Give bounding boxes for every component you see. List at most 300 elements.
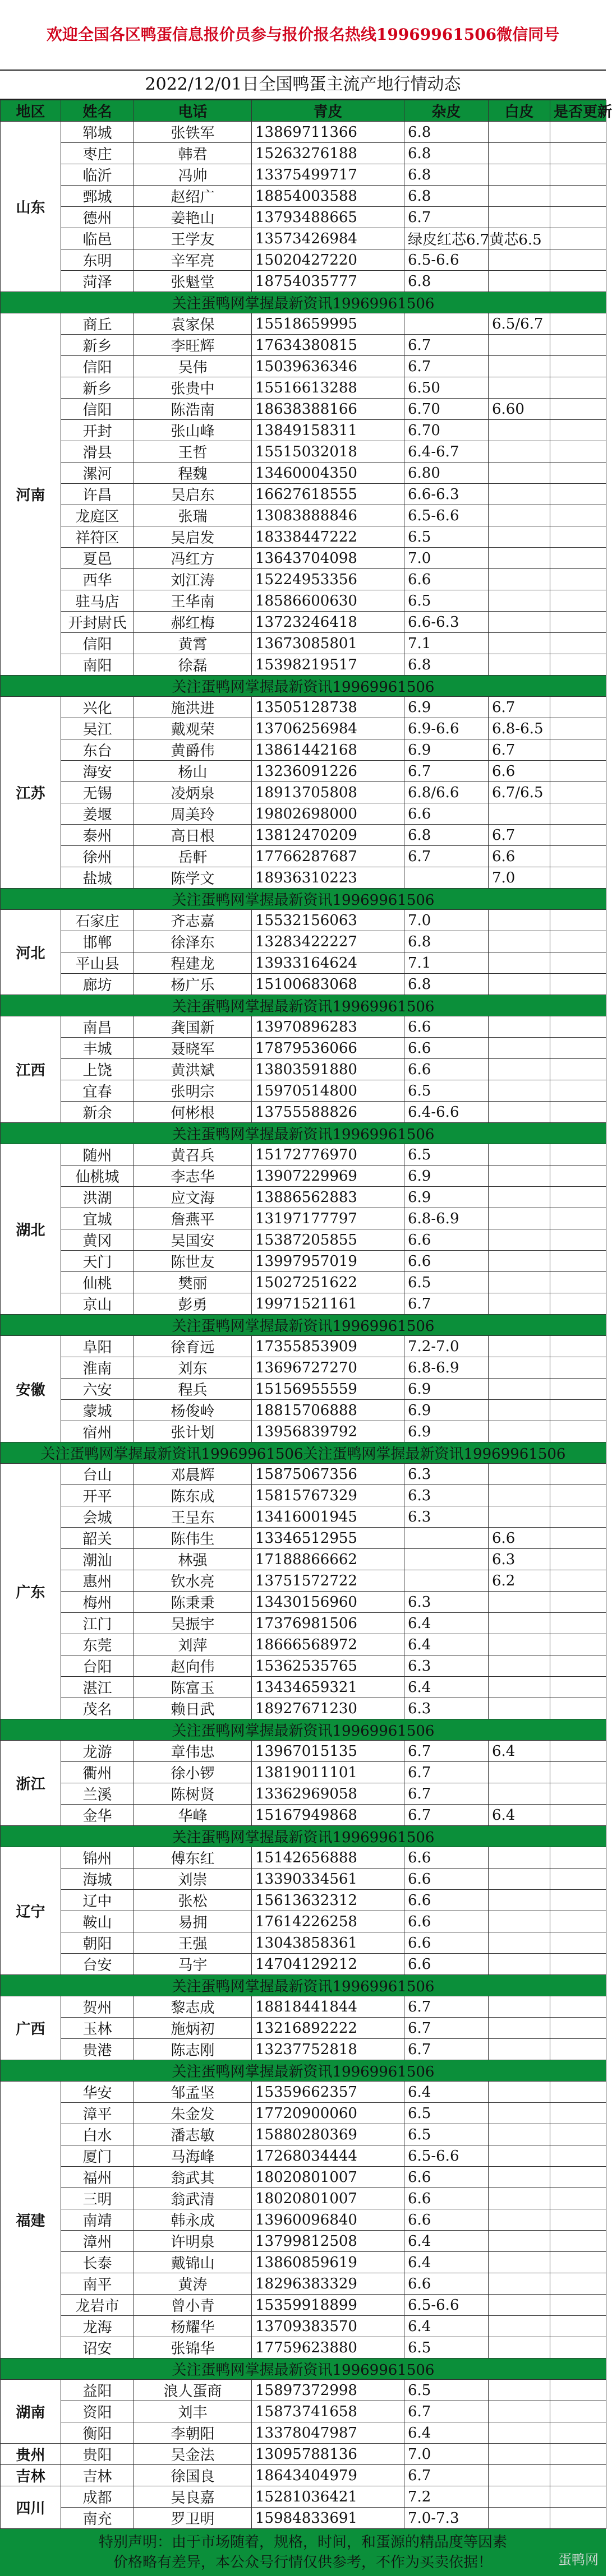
qingpi-cell: 6.8-6.9 <box>404 1357 489 1379</box>
table-row <box>1 1911 606 1932</box>
phone-cell: 13933164624 <box>252 952 404 974</box>
region-cell: 河北 <box>1 910 61 995</box>
baipi-cell <box>550 1528 606 1549</box>
zapi-cell <box>489 356 550 377</box>
baipi-cell <box>550 1293 606 1315</box>
qingpi-cell: 6.6 <box>404 1038 489 1059</box>
qingpi-cell: 6.9 <box>404 739 489 761</box>
city-cell: 信阳 <box>61 633 134 654</box>
baipi-cell <box>550 228 606 249</box>
city-cell: 新余 <box>61 1102 134 1123</box>
baipi-cell <box>550 122 606 143</box>
name-cell: 罗卫明 <box>134 2508 252 2529</box>
phone-cell: 14704129212 <box>252 1954 404 1975</box>
baipi-cell <box>550 548 606 569</box>
notice-row <box>1 292 606 313</box>
table-row <box>1 1464 606 1485</box>
city-cell: 石家庄 <box>61 910 134 931</box>
qingpi-cell: 6.4 <box>404 1634 489 1655</box>
zapi-cell: 6.8-6.5 <box>489 718 550 739</box>
qingpi-cell: 6.6 <box>404 1016 489 1038</box>
name-cell: 黄霄 <box>134 633 252 654</box>
zapi-cell: 7.0 <box>489 867 550 889</box>
phone-cell: 13755588826 <box>252 1102 404 1123</box>
table-row <box>1 1762 606 1783</box>
name-cell: 浪人蛋商 <box>134 2380 252 2401</box>
city-cell: 徐州 <box>61 846 134 867</box>
baipi-cell <box>550 846 606 867</box>
city-cell: 商丘 <box>61 313 134 335</box>
zapi-cell <box>489 1506 550 1528</box>
name-cell: 张锦华 <box>134 2337 252 2358</box>
name-cell: 黄召兵 <box>134 1144 252 1166</box>
city-cell: 成都 <box>61 2486 134 2508</box>
table-row <box>1 2018 606 2039</box>
name-cell: 黄涛 <box>134 2273 252 2295</box>
phone-cell: 15224953356 <box>252 569 404 590</box>
zapi-cell <box>489 122 550 143</box>
qingpi-cell: 6.6 <box>404 2209 489 2231</box>
zapi-cell <box>489 1932 550 1954</box>
city-cell: 京山 <box>61 1293 134 1315</box>
city-cell: 厦门 <box>61 2145 134 2167</box>
qingpi-cell: 绿皮红芯6.7黄芯6.5 <box>404 228 489 249</box>
city-cell: 信阳 <box>61 356 134 377</box>
zapi-cell <box>489 1464 550 1485</box>
zapi-cell <box>489 463 550 484</box>
qingpi-cell: 6.8 <box>404 931 489 952</box>
table-row <box>1 1293 606 1315</box>
city-cell: 六安 <box>61 1379 134 1400</box>
baipi-cell <box>550 505 606 526</box>
notice-row <box>1 1315 606 1336</box>
disclaimer-footer <box>0 2529 606 2576</box>
city-cell: 开封 <box>61 420 134 441</box>
name-cell: 李旺辉 <box>134 335 252 356</box>
name-cell: 陈伟生 <box>134 1528 252 1549</box>
qingpi-cell: 6.80 <box>404 463 489 484</box>
name-cell: 赵向伟 <box>134 1655 252 1677</box>
baipi-cell <box>550 1336 606 1357</box>
name-cell: 王哲 <box>134 441 252 463</box>
city-cell: 新乡 <box>61 377 134 399</box>
table-row <box>1 122 606 143</box>
header-updated: 是否更新 <box>550 100 606 122</box>
phone-cell: 15875067356 <box>252 1464 404 1485</box>
baipi-cell <box>550 2188 606 2209</box>
name-cell: 王呈东 <box>134 1506 252 1528</box>
name-cell: 黄爵伟 <box>134 739 252 761</box>
city-cell: 长泰 <box>61 2252 134 2273</box>
phone-cell: 13390334561 <box>252 1869 404 1890</box>
baipi-cell <box>550 2209 606 2231</box>
baipi-cell <box>550 697 606 718</box>
qingpi-cell: 6.9-6.6 <box>404 718 489 739</box>
name-cell: 樊丽 <box>134 1272 252 1293</box>
phone-cell: 13849158311 <box>252 420 404 441</box>
region-cell: 湖北 <box>1 1144 61 1315</box>
table-row <box>1 739 606 761</box>
table-row <box>1 356 606 377</box>
zapi-cell <box>489 1272 550 1293</box>
zapi-cell: 6.4 <box>489 1805 550 1826</box>
table-row <box>1 910 606 931</box>
phone-cell: 15970514800 <box>252 1080 404 1102</box>
baipi-cell <box>550 739 606 761</box>
table-row <box>1 2422 606 2444</box>
notice-text: 关注蛋鸭网掌握最新资讯19969961506 <box>1 889 606 910</box>
baipi-cell <box>550 2018 606 2039</box>
phone-cell: 17355853909 <box>252 1336 404 1357</box>
page-title: 2022/12/01日全国鸭蛋主流产地行情动态 <box>0 71 606 100</box>
qingpi-cell: 6.4 <box>404 2231 489 2252</box>
notice-row <box>1 1719 606 1741</box>
qingpi-cell: 6.9 <box>404 1187 489 1208</box>
zapi-cell: 6.7 <box>489 697 550 718</box>
zapi-cell <box>489 1016 550 1038</box>
baipi-cell <box>550 463 606 484</box>
city-cell: 平山县 <box>61 952 134 974</box>
qingpi-cell: 6.3 <box>404 1592 489 1613</box>
qingpi-cell: 6.5-6.6 <box>404 249 489 271</box>
name-cell: 张松 <box>134 1890 252 1911</box>
qingpi-cell: 6.3 <box>404 1655 489 1677</box>
name-cell: 戴观荣 <box>134 718 252 739</box>
baipi-cell <box>550 2422 606 2444</box>
table-row <box>1 633 606 654</box>
region-cell: 广西 <box>1 1996 61 2060</box>
phone-cell: 15362535765 <box>252 1655 404 1677</box>
table-row <box>1 2145 606 2167</box>
city-cell: 黄冈 <box>61 1229 134 1251</box>
phone-cell: 15518659995 <box>252 313 404 335</box>
table-row <box>1 846 606 867</box>
name-cell: 施炳初 <box>134 2018 252 2039</box>
phone-cell: 17879536066 <box>252 1038 404 1059</box>
qingpi-cell: 7.1 <box>404 633 489 654</box>
phone-cell: 13434659321 <box>252 1677 404 1698</box>
phone-cell: 13043858361 <box>252 1932 404 1954</box>
city-cell: 益阳 <box>61 2380 134 2401</box>
zapi-cell <box>489 2124 550 2145</box>
header-baipi: 白皮 <box>489 100 550 122</box>
phone-cell: 13237752818 <box>252 2039 404 2060</box>
qingpi-cell: 6.5 <box>404 2337 489 2358</box>
qingpi-cell: 6.7 <box>404 2039 489 2060</box>
phone-cell: 13283422227 <box>252 931 404 952</box>
phone-cell: 13886562883 <box>252 1187 404 1208</box>
zapi-cell <box>489 2401 550 2422</box>
city-cell: 淮南 <box>61 1357 134 1379</box>
baipi-cell <box>550 484 606 505</box>
table-row <box>1 867 606 889</box>
zapi-cell <box>489 1187 550 1208</box>
qingpi-cell: 6.8/6.6 <box>404 782 489 803</box>
baipi-cell <box>550 2380 606 2401</box>
zapi-cell <box>489 2486 550 2508</box>
qingpi-cell: 6.8-6.9 <box>404 1208 489 1229</box>
table-row <box>1 2486 606 2508</box>
table-row <box>1 1421 606 1442</box>
baipi-cell <box>550 1996 606 2018</box>
city-cell: 金华 <box>61 1805 134 1826</box>
zapi-cell <box>489 420 550 441</box>
qingpi-cell: 7.0-7.3 <box>404 2508 489 2529</box>
phone-cell: 18754035777 <box>252 271 404 292</box>
table-row <box>1 1166 606 1187</box>
name-cell: 程建龙 <box>134 952 252 974</box>
city-cell: 会城 <box>61 1506 134 1528</box>
baipi-cell <box>550 1847 606 1869</box>
qingpi-cell: 6.4 <box>404 1613 489 1634</box>
name-cell: 李朝阳 <box>134 2422 252 2444</box>
baipi-cell <box>550 803 606 825</box>
phone-cell: 13197177797 <box>252 1208 404 1229</box>
phone-cell: 13960096840 <box>252 2209 404 2231</box>
name-cell: 詹燕平 <box>134 1208 252 1229</box>
disclaimer-line-2: 价格略有差异，本公众号行情仅供参考，不作为买卖依据！ <box>113 2554 493 2571</box>
qingpi-cell: 6.70 <box>404 399 489 420</box>
phone-cell: 18818441844 <box>252 1996 404 2018</box>
baipi-cell <box>550 1080 606 1102</box>
notice-text: 关注蛋鸭网掌握最新资讯19969961506 <box>1 676 606 697</box>
table-row <box>1 2188 606 2209</box>
city-cell: 泰州 <box>61 825 134 846</box>
phone-cell: 13673085801 <box>252 633 404 654</box>
qingpi-cell <box>404 313 489 335</box>
table-row <box>1 1016 606 1038</box>
phone-cell: 15984833691 <box>252 2508 404 2529</box>
baipi-cell <box>550 1059 606 1080</box>
table-row <box>1 1570 606 1592</box>
zapi-cell: 6.60 <box>489 399 550 420</box>
city-cell: 贵阳 <box>61 2444 134 2465</box>
city-cell: 阜阳 <box>61 1336 134 1357</box>
baipi-cell <box>550 1911 606 1932</box>
phone-cell: 15039636346 <box>252 356 404 377</box>
notice-text: 关注蛋鸭网掌握最新资讯19969961506 <box>1 1975 606 1996</box>
phone-cell: 18020801007 <box>252 2167 404 2188</box>
city-cell: 龙岩市 <box>61 2295 134 2316</box>
baipi-cell <box>550 441 606 463</box>
qingpi-cell: 6.6 <box>404 1954 489 1975</box>
baipi-cell <box>550 590 606 612</box>
city-cell: 南平 <box>61 2273 134 2295</box>
baipi-cell <box>550 2316 606 2337</box>
name-cell: 吴良嘉 <box>134 2486 252 2508</box>
zapi-cell <box>489 1996 550 2018</box>
qingpi-cell: 6.3 <box>404 1485 489 1506</box>
table-row <box>1 2316 606 2337</box>
header-zapi: 杂皮 <box>404 100 489 122</box>
name-cell: 韩君 <box>134 143 252 164</box>
region-cell: 安徽 <box>1 1336 61 1442</box>
phone-cell: 17759623880 <box>252 2337 404 2358</box>
notice-text: 关注蛋鸭网掌握最新资讯19969961506 <box>1 1719 606 1741</box>
baipi-cell <box>550 2103 606 2124</box>
zapi-cell: 6.7 <box>489 825 550 846</box>
table-row <box>1 1996 606 2018</box>
name-cell: 戴锦山 <box>134 2252 252 2273</box>
name-cell: 刘丰 <box>134 2401 252 2422</box>
city-cell: 南充 <box>61 2508 134 2529</box>
city-cell: 漯河 <box>61 463 134 484</box>
qingpi-cell: 7.0 <box>404 910 489 931</box>
city-cell: 资阳 <box>61 2401 134 2422</box>
region-cell: 贵州 <box>1 2444 61 2465</box>
name-cell: 韩永成 <box>134 2209 252 2231</box>
city-cell: 韶关 <box>61 1528 134 1549</box>
zapi-cell <box>489 271 550 292</box>
baipi-cell <box>550 1229 606 1251</box>
zapi-cell <box>489 1655 550 1677</box>
phone-cell: 15516613288 <box>252 377 404 399</box>
name-cell: 陈富玉 <box>134 1677 252 1698</box>
name-cell: 吴启东 <box>134 484 252 505</box>
qingpi-cell: 6.6-6.3 <box>404 612 489 633</box>
baipi-cell <box>550 2231 606 2252</box>
baipi-cell <box>550 1208 606 1229</box>
phone-cell: 15359918899 <box>252 2295 404 2316</box>
table-row <box>1 335 606 356</box>
city-cell: 菏泽 <box>61 271 134 292</box>
name-cell: 郝红梅 <box>134 612 252 633</box>
zapi-cell <box>489 2039 550 2060</box>
table-row <box>1 1229 606 1251</box>
qingpi-cell: 6.8 <box>404 186 489 207</box>
table-row <box>1 1038 606 1059</box>
city-cell: 鄄城 <box>61 186 134 207</box>
city-cell: 漳平 <box>61 2103 134 2124</box>
phone-cell: 13216892222 <box>252 2018 404 2039</box>
qingpi-cell: 6.5 <box>404 590 489 612</box>
table-row <box>1 1528 606 1549</box>
notice-text: 关注蛋鸭网掌握最新资讯19969961506 <box>1 2060 606 2082</box>
name-cell: 吴伟 <box>134 356 252 377</box>
zapi-cell: 6.2 <box>489 1570 550 1592</box>
city-cell: 许昌 <box>61 484 134 505</box>
qingpi-cell: 6.7 <box>404 846 489 867</box>
table-row <box>1 2209 606 2231</box>
qingpi-cell: 6.5 <box>404 1272 489 1293</box>
notice-row <box>1 889 606 910</box>
name-cell: 杨山 <box>134 761 252 782</box>
city-cell: 丰城 <box>61 1038 134 1059</box>
city-cell: 海城 <box>61 1869 134 1890</box>
name-cell: 杨俊岭 <box>134 1400 252 1421</box>
phone-cell: 13956839792 <box>252 1421 404 1442</box>
baipi-cell <box>550 271 606 292</box>
baipi-cell <box>550 2295 606 2316</box>
zapi-cell: 6.6 <box>489 846 550 867</box>
baipi-cell <box>550 186 606 207</box>
name-cell: 翁武其 <box>134 2167 252 2188</box>
zapi-cell <box>489 1698 550 1719</box>
name-cell: 华峰 <box>134 1805 252 1826</box>
zapi-cell <box>489 377 550 399</box>
baipi-cell <box>550 2508 606 2529</box>
baipi-cell <box>550 377 606 399</box>
phone-cell: 13793488665 <box>252 207 404 228</box>
phone-cell: 13346512955 <box>252 1528 404 1549</box>
table-row <box>1 931 606 952</box>
phone-cell: 19971521161 <box>252 1293 404 1315</box>
phone-cell: 15532156063 <box>252 910 404 931</box>
qingpi-cell: 6.5 <box>404 2380 489 2401</box>
zapi-cell <box>489 2444 550 2465</box>
price-table <box>0 100 612 2529</box>
table-row <box>1 1869 606 1890</box>
name-cell: 岳軒 <box>134 846 252 867</box>
city-cell: 仙桃城 <box>61 1166 134 1187</box>
table-row <box>1 1655 606 1677</box>
city-cell: 贵港 <box>61 2039 134 2060</box>
zapi-cell <box>489 2082 550 2103</box>
table-row <box>1 249 606 271</box>
name-cell: 程兵 <box>134 1379 252 1400</box>
city-cell: 廊坊 <box>61 974 134 995</box>
name-cell: 张山峰 <box>134 420 252 441</box>
baipi-cell <box>550 931 606 952</box>
phone-cell: 13869711366 <box>252 122 404 143</box>
name-cell: 杨广乐 <box>134 974 252 995</box>
table-row <box>1 1932 606 1954</box>
baipi-cell <box>550 335 606 356</box>
qingpi-cell: 6.7 <box>404 207 489 228</box>
city-cell: 宜城 <box>61 1208 134 1229</box>
name-cell: 聂晓军 <box>134 1038 252 1059</box>
phone-cell: 13375499717 <box>252 164 404 186</box>
name-cell: 王强 <box>134 1932 252 1954</box>
region-cell: 河南 <box>1 313 61 676</box>
qingpi-cell: 6.7 <box>404 1741 489 1762</box>
qingpi-cell: 6.6 <box>404 1890 489 1911</box>
phone-cell: 19802698000 <box>252 803 404 825</box>
name-cell: 翁武清 <box>134 2188 252 2209</box>
name-cell: 彭勇 <box>134 1293 252 1315</box>
baipi-cell <box>550 526 606 548</box>
table-row <box>1 420 606 441</box>
qingpi-cell: 7.2 <box>404 2486 489 2508</box>
table-row <box>1 1208 606 1229</box>
zapi-cell <box>489 654 550 676</box>
table-row <box>1 1400 606 1421</box>
phone-cell: 16627618555 <box>252 484 404 505</box>
baipi-cell <box>550 1485 606 1506</box>
baipi-cell <box>550 1187 606 1208</box>
zapi-cell: 6.4 <box>489 1741 550 1762</box>
zapi-cell <box>489 164 550 186</box>
name-cell: 张贵中 <box>134 377 252 399</box>
table-row <box>1 1102 606 1123</box>
city-cell: 滑县 <box>61 441 134 463</box>
zapi-cell <box>489 1229 550 1251</box>
table-row <box>1 1783 606 1805</box>
qingpi-cell <box>404 867 489 889</box>
region-cell: 四川 <box>1 2486 61 2529</box>
table-row <box>1 2167 606 2188</box>
phone-cell: 13696727270 <box>252 1357 404 1379</box>
qingpi-cell: 6.5 <box>404 1080 489 1102</box>
qingpi-cell: 7.0 <box>404 2444 489 2465</box>
table-row <box>1 2508 606 2529</box>
name-cell: 林强 <box>134 1549 252 1570</box>
city-cell: 兴化 <box>61 697 134 718</box>
baipi-cell <box>550 952 606 974</box>
city-cell: 开平 <box>61 1485 134 1506</box>
qingpi-cell: 6.9 <box>404 697 489 718</box>
name-cell: 刘东 <box>134 1357 252 1379</box>
